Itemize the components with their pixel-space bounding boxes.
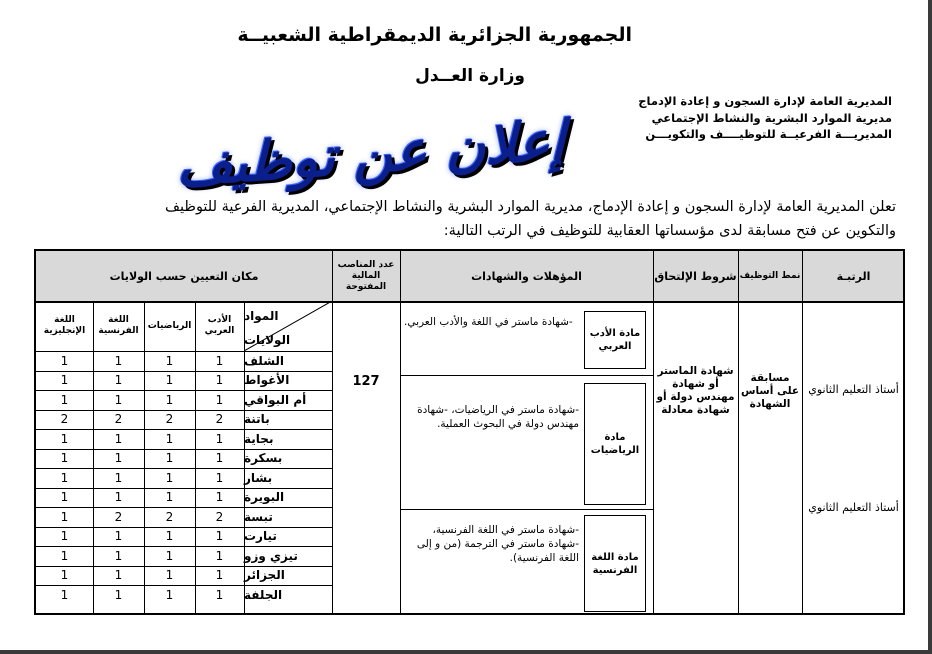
wilaya-name: الأغواط <box>244 373 290 388</box>
wilayas-header: الولايات <box>244 333 291 347</box>
wilaya-count: 1 <box>165 529 174 544</box>
wilaya-count: 1 <box>165 431 174 446</box>
wilaya-count: 2 <box>165 509 174 524</box>
wilaya-count: 1 <box>114 529 123 544</box>
wilaya-count: 1 <box>215 392 224 407</box>
wilaya-count: 1 <box>114 587 123 602</box>
qual-subject-2: مادة الرياضيات <box>584 383 646 505</box>
wilaya-name: بجاية <box>244 431 274 446</box>
wilaya-name: تيارت <box>244 529 277 544</box>
subjects-header: المواد <box>244 309 279 323</box>
header-qualifications: المؤهلات والشهادات <box>471 269 582 283</box>
wilaya-count: 2 <box>215 509 224 524</box>
wilaya-name: تيزي وزو <box>244 548 298 563</box>
wilaya-count: 1 <box>165 373 174 388</box>
wilaya-count: 1 <box>114 548 123 563</box>
wilaya-count: 1 <box>114 373 123 388</box>
header-placement: مكان التعيين حسب الولايات <box>109 269 259 283</box>
wilaya-name: بشار <box>244 470 273 485</box>
wilaya-count: 1 <box>215 451 224 466</box>
wilaya-count: 1 <box>165 353 174 368</box>
rank-1: أستاذ التعليم الثانوي <box>808 382 899 396</box>
subject-english: اللغة الإنجليزية <box>43 315 86 336</box>
directorate-line-1: المديرية العامة لإدارة السجون و إعادة الإدماج <box>638 94 892 108</box>
header-positions: عدد المناصب المالية المفتوحة <box>337 259 395 292</box>
intro-line-2: والتكوين عن فتح مسابقة لدى مؤسساتها العقابية للتوظيف في الرتب التالية: <box>443 223 896 239</box>
wilaya-count: 1 <box>165 392 174 407</box>
wilaya-name: الشلف <box>244 353 285 368</box>
wilaya-name: البويرة <box>244 490 285 505</box>
wilaya-count: 1 <box>215 568 224 583</box>
wilaya-count: 1 <box>114 353 123 368</box>
wilaya-name: أم البواقي <box>244 392 307 407</box>
directorate-line-3: المديريـــة الفرعيــة للتوظيــــف والتكويـــن <box>645 127 892 141</box>
wilaya-count: 2 <box>165 412 174 427</box>
wilaya-count: 1 <box>114 431 123 446</box>
rank-2: أستاذ التعليم الثانوي <box>808 500 899 514</box>
wilaya-count: 1 <box>114 568 123 583</box>
wilaya-count: 2 <box>215 412 224 427</box>
wilaya-count: 2 <box>114 412 123 427</box>
wilaya-count: 1 <box>114 470 123 485</box>
ministry-title: وزارة العــدل <box>415 66 525 86</box>
wilaya-count: 1 <box>60 587 69 602</box>
wilaya-count: 1 <box>165 568 174 583</box>
qual-subject-1: مادة الأدب العربي <box>584 311 646 369</box>
wilaya-count: 1 <box>60 509 69 524</box>
wilaya-count: 1 <box>165 470 174 485</box>
qual-text-1: -شهادة ماستر في اللغة والأدب العربي. <box>404 316 573 328</box>
diagonal-divider <box>244 301 332 351</box>
wilaya-count: 1 <box>165 587 174 602</box>
country-title: الجمهورية الجزائرية الديمقراطية الشعبيــة <box>237 24 632 46</box>
wilaya-count: 1 <box>215 353 224 368</box>
header-rank: الرتبـة <box>836 269 871 283</box>
directorate-line-2: مديرية الموارد البشرية والنشاط الإجتماعي <box>651 111 892 125</box>
wilaya-count: 1 <box>165 490 174 505</box>
wilaya-name: تبسة <box>244 509 273 524</box>
wilaya-count: 1 <box>215 548 224 563</box>
wilaya-name: بسكرة <box>244 451 283 466</box>
wilaya-count: 1 <box>60 451 69 466</box>
positions-count: 127 <box>352 373 380 389</box>
wilaya-count: 1 <box>60 353 69 368</box>
recruitment-table <box>34 249 905 615</box>
subject-math: الرياضيات <box>147 320 192 331</box>
wilaya-count: 1 <box>215 490 224 505</box>
wilaya-count: 1 <box>60 392 69 407</box>
wilaya-count: 1 <box>114 490 123 505</box>
qual-text-2: -شهادة ماستر في الرياضيات، -شهادة مهندس دولة في البحوث العملية. <box>417 404 579 430</box>
wilaya-count: 2 <box>60 412 69 427</box>
wilaya-name: الجلفة <box>244 587 283 602</box>
wilaya-count: 1 <box>60 568 69 583</box>
wilaya-name: باتنة <box>244 412 270 427</box>
wilaya-count: 1 <box>165 548 174 563</box>
wilaya-count: 1 <box>215 529 224 544</box>
wilaya-count: 1 <box>60 470 69 485</box>
wilaya-count: 1 <box>215 587 224 602</box>
subject-arabic: الأدب العربي <box>204 315 235 336</box>
recruitment-mode: مسابقة على أساس الشهادة <box>740 371 800 410</box>
qual-text-3: -شهادة ماستر في اللغة الفرنسية، -شهادة ماستر في الترجمة (من و إلى اللغة الفرنسية). <box>416 524 579 564</box>
wilaya-count: 2 <box>114 509 123 524</box>
wilaya-name: الجزائر <box>244 568 285 583</box>
wilaya-count: 1 <box>215 373 224 388</box>
wilaya-count: 1 <box>114 451 123 466</box>
qual-subject-3: مادة اللغة الفرنسية <box>584 515 646 612</box>
subject-french: اللغة الفرنسية <box>98 315 139 336</box>
header-mode: نمط التوظيف <box>739 270 801 281</box>
intro-line-1: تعلن المديرية العامة لإدارة السجون و إعادة الإدماج، مديرية الموارد البشرية والنشاط الإجتماعي، المديرية الفرعية للتوظيف <box>165 199 896 215</box>
wilaya-count: 1 <box>114 392 123 407</box>
admission-conditions: شهادة الماستر أو شهادة مهندس دولة أو شهادة معادلة <box>656 365 735 416</box>
wilaya-count: 1 <box>60 548 69 563</box>
wilaya-count: 1 <box>165 451 174 466</box>
wilaya-count: 1 <box>60 373 69 388</box>
wilaya-count: 1 <box>60 431 69 446</box>
wilaya-count: 1 <box>60 529 69 544</box>
header-conditions: شروط الإلتحاق <box>654 269 737 283</box>
wilaya-count: 1 <box>60 490 69 505</box>
announcement-banner: إعلان عن توظيف <box>176 107 565 199</box>
wilaya-count: 1 <box>215 431 224 446</box>
wilaya-count: 1 <box>215 470 224 485</box>
